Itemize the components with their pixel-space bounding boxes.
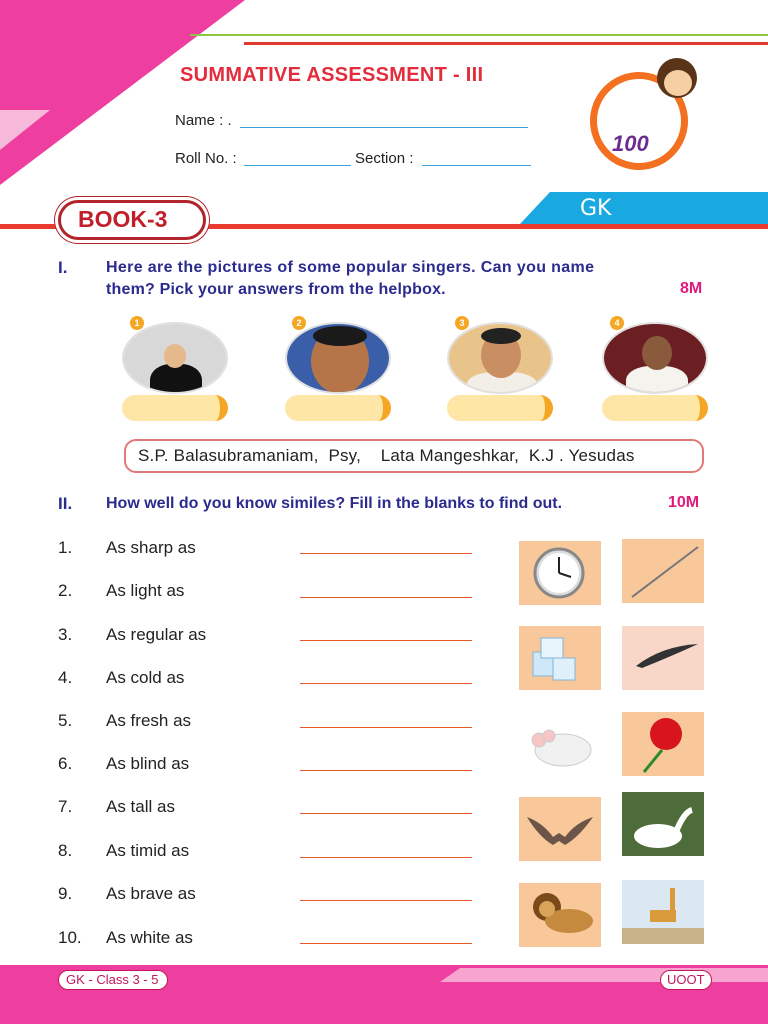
- swan-picture: [622, 792, 704, 856]
- simile-blank-4[interactable]: [300, 683, 472, 684]
- page-title: SUMMATIVE ASSESSMENT - III: [180, 64, 484, 86]
- subject-band: [520, 192, 768, 224]
- singer-photo-4: [602, 322, 708, 394]
- simile-number: 7.: [58, 797, 73, 816]
- book-label: BOOK-3: [78, 206, 168, 232]
- simile-text: As regular as: [106, 625, 207, 644]
- rollno-field[interactable]: [244, 165, 351, 166]
- section-field[interactable]: [422, 165, 531, 166]
- needle-picture: [622, 539, 704, 603]
- helpbox-text: S.P. Balasubramaniam, Psy, Lata Mangeshkar, K.J . Yesudas: [138, 446, 635, 465]
- simile-number: 9.: [58, 884, 73, 903]
- photo-number-3: 3: [455, 316, 469, 330]
- section-label: Section :: [355, 150, 414, 167]
- ice-cubes-picture: [519, 626, 601, 690]
- question-1-line2: them? Pick your answers from the helpbox.: [106, 281, 446, 298]
- question-1-marks: 8M: [680, 280, 703, 297]
- photo-number-1: 1: [130, 316, 144, 330]
- simile-text: As tall as: [106, 797, 175, 816]
- question-2-number: II.: [58, 494, 73, 513]
- simile-blank-3[interactable]: [300, 640, 472, 641]
- singer-photo-3: [447, 322, 553, 394]
- simile-blank-1[interactable]: [300, 553, 472, 554]
- mouse-picture: [519, 712, 601, 776]
- header-line-green: [190, 34, 768, 36]
- subject-label: GK: [580, 196, 612, 221]
- simile-blank-2[interactable]: [300, 597, 472, 598]
- footer-stripe: [440, 968, 768, 982]
- simile-number: 10.: [58, 928, 82, 947]
- question-2-text: How well do you know similes? Fill in the blanks to find out.: [106, 495, 563, 512]
- simile-blank-7[interactable]: [300, 813, 472, 814]
- feather-picture: [622, 626, 704, 690]
- simile-text: As blind as: [106, 754, 190, 773]
- simile-text: As light as: [106, 581, 185, 600]
- rollno-label: Roll No. :: [175, 150, 237, 167]
- question-1-number: I.: [58, 258, 68, 277]
- simile-text: As white as: [106, 928, 193, 947]
- singer-photo-1: [122, 322, 228, 394]
- lion-picture: [519, 883, 601, 947]
- simile-blank-10[interactable]: [300, 943, 472, 944]
- question-2-marks: 10M: [668, 494, 700, 511]
- bat-picture: [519, 797, 601, 861]
- simile-text: As sharp as: [106, 538, 196, 557]
- footer-brand-label: UOOT: [667, 972, 705, 987]
- simile-blank-5[interactable]: [300, 727, 472, 728]
- name-field[interactable]: [240, 127, 528, 128]
- simile-blank-8[interactable]: [300, 857, 472, 858]
- header-line-red: [244, 42, 768, 45]
- simile-number: 6.: [58, 754, 73, 773]
- giraffe-picture: [622, 880, 704, 944]
- girl-mascot-face: [664, 70, 692, 96]
- answer-box-4[interactable]: [602, 395, 708, 421]
- score-value: 100: [612, 131, 649, 156]
- simile-blank-9[interactable]: [300, 900, 472, 901]
- rose-picture: [622, 712, 704, 776]
- question-1-line1: Here are the pictures of some popular singers. Can you name: [106, 259, 595, 276]
- name-label: Name : .: [175, 112, 232, 129]
- answer-box-1[interactable]: [122, 395, 228, 421]
- clock-picture: [519, 541, 601, 605]
- photo-number-2: 2: [292, 316, 306, 330]
- simile-text: As brave as: [106, 884, 196, 903]
- photo-number-4: 4: [610, 316, 624, 330]
- simile-number: 4.: [58, 668, 73, 687]
- simile-number: 3.: [58, 625, 73, 644]
- simile-text: As cold as: [106, 668, 185, 687]
- simile-number: 1.: [58, 538, 73, 557]
- simile-blank-6[interactable]: [300, 770, 472, 771]
- answer-box-2[interactable]: [285, 395, 391, 421]
- simile-number: 5.: [58, 711, 73, 730]
- singer-photo-2: [285, 322, 391, 394]
- simile-text: As timid as: [106, 841, 190, 860]
- simile-number: 2.: [58, 581, 73, 600]
- corner-decoration-accent: [0, 110, 50, 150]
- simile-number: 8.: [58, 841, 73, 860]
- footer-class-label: GK - Class 3 - 5: [66, 972, 159, 987]
- answer-box-3[interactable]: [447, 395, 553, 421]
- simile-text: As fresh as: [106, 711, 192, 730]
